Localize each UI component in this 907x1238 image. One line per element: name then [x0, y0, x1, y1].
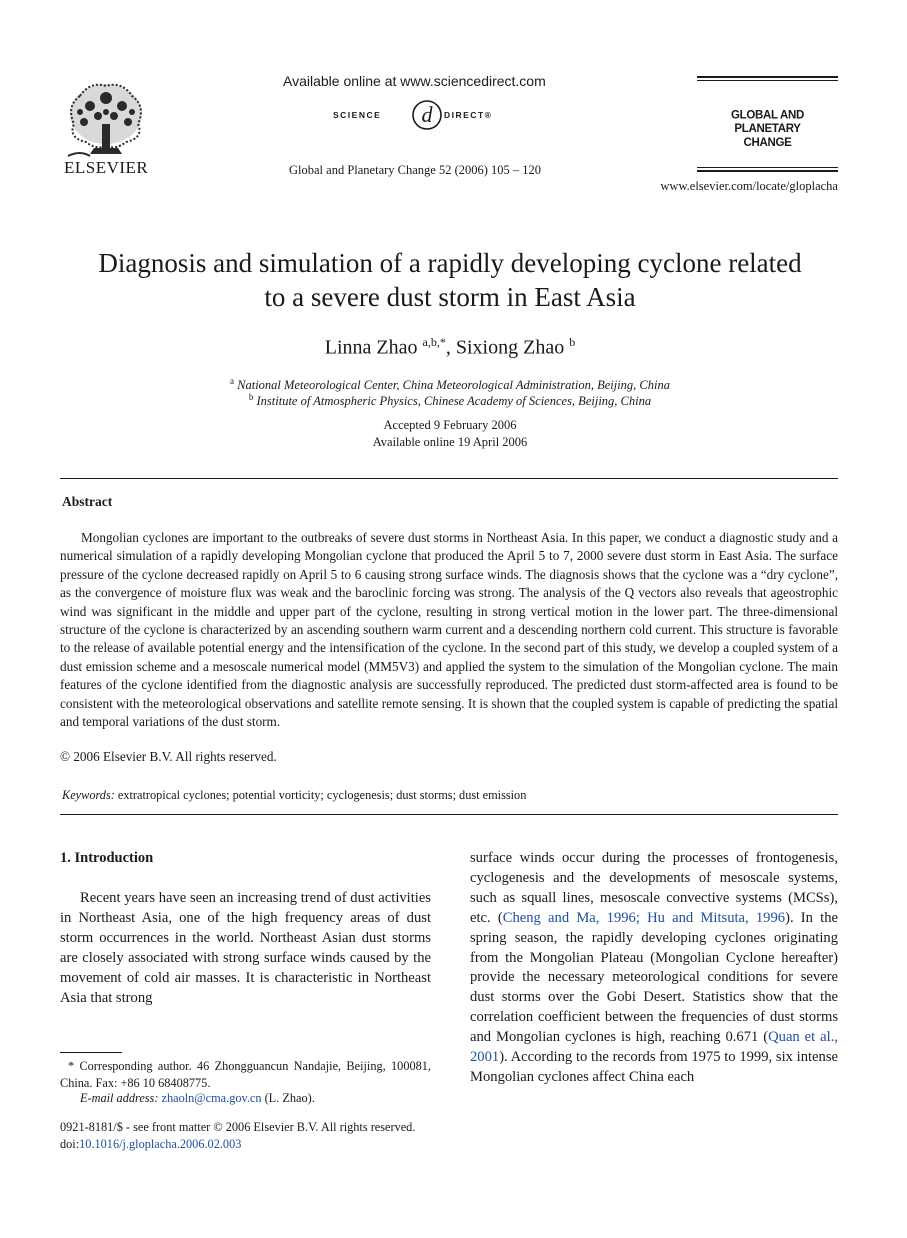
citation-link[interactable]: Cheng and Ma, 1996; Hu and Mitsuta, 1996 [502, 909, 786, 926]
affiliation-text: National Meteorological Center, China Meteorological Administration, Beijing, China [237, 378, 670, 393]
available-online-date: Available online 19 April 2006 [372, 435, 528, 449]
author-affiliation-marker[interactable]: a,b,* [422, 335, 446, 349]
journal-url-link[interactable]: www.elsevier.com/locate/gloplacha [660, 179, 838, 193]
author-separator: , [445, 336, 456, 359]
abstract-heading: Abstract [62, 494, 113, 509]
keywords-label: Keywords: [62, 788, 115, 802]
sd-registered-mark: ® [484, 110, 493, 120]
journal-citation: Global and Planetary Change 52 (2006) 105 – 120 [289, 163, 542, 177]
corresponding-author-footnote: * Corresponding author. 46 Zhongguancun Nandajie, Beijing, 100081, China. Fax: +86 10 68408775. [60, 1059, 431, 1090]
affiliation-marker: b [248, 392, 254, 402]
citation-link[interactable]: Quan et al., 2001 [470, 1029, 838, 1066]
header-rule [697, 167, 838, 168]
paragraph-text: ). According to the records from 1975 to 1999, six intense Mongolian cyclones affect China each [470, 1049, 838, 1085]
right-column-paragraph [470, 849, 838, 1088]
sd-right-text: DIRECT [444, 110, 485, 120]
article-title-line2: to a severe dust storm in East Asia [264, 282, 636, 312]
journal-name-line2: CHANGE [743, 136, 792, 149]
header-rule [697, 170, 838, 172]
author-name[interactable]: Sixiong Zhao [455, 336, 565, 359]
sciencedirect-wordmark-right [444, 110, 492, 120]
article-title [60, 246, 840, 314]
paragraph-text: ). In the spring season, the rapidly developing cyclones originating from the Mongolian Plateau (Mongolian Cyclone hereafter) provide the necessary meteorological conditions for severe dust storms over the Gobi Desert. Statistics show that the correlation coefficient between the frequencies of dust storms and Mongolian cyclones is high, reaching 0.671 ( [470, 909, 838, 1046]
sciencedirect-wordmark-left: SCIENCE [333, 110, 382, 120]
issn-line: 0921-8181/$ - see front matter © 2006 Elsevier B.V. All rights reserved. [60, 1120, 416, 1134]
doi-label: doi: [60, 1137, 80, 1151]
svg-text:d: d [421, 102, 433, 127]
email-footnote [80, 1091, 315, 1106]
section-heading: 1. Introduction [60, 850, 154, 866]
journal-name [697, 109, 838, 150]
paragraph-text: surface winds occur during the processes of frontogenesis, cyclogenesis and the developments of mesoscale systems, such as squall lines, mesoscale convective systems (MCSs), etc. ( [470, 850, 838, 926]
email-suffix: (L. Zhao). [261, 1091, 315, 1105]
abstract-top-rule [60, 478, 838, 479]
email-link[interactable]: zhaoln@cma.gov.cn [161, 1091, 262, 1105]
email-label: E-mail address: [80, 1091, 159, 1105]
keywords-list: extratropical cyclones; potential vorticity; cyclogenesis; dust storms; dust emission [114, 788, 527, 802]
publisher-name: ELSEVIER [64, 158, 149, 177]
doi-link[interactable]: 10.1016/j.gloplacha.2006.02.003 [79, 1137, 242, 1151]
accepted-date: Accepted 9 February 2006 [383, 418, 517, 432]
left-column-paragraph: Recent years have seen an increasing trend of dust activities in Northeast Asia, one of the high frequency areas of dust storm occurrences in the world. Northeast Asian dust storms are closely associated with strong surface winds caused by the movement of cold air masses. It is characteristic in Northeast Asia that strong [60, 890, 431, 1006]
doi-line [60, 1137, 241, 1152]
article-title-line1: Diagnosis and simulation of a rapidly developing cyclone related [98, 248, 802, 278]
header-rule [697, 80, 838, 81]
copyright-line: © 2006 Elsevier B.V. All rights reserved. [60, 749, 277, 764]
author-affiliation-marker[interactable]: b [569, 335, 576, 349]
author-list [60, 335, 840, 360]
header-rule [697, 76, 838, 78]
available-online-banner[interactable]: Available online at www.sciencedirect.com [283, 73, 546, 89]
footnote-rule [60, 1052, 122, 1053]
abstract-body: Mongolian cyclones are important to the outbreaks of severe dust storms in Northeast Asia. In this paper, we conduct a diagnostic study and a numerical simulation of a rapidly developing Mongolian cyclone that produced the April 5 to 7, 2000 severe dust storm in East Asia. The surface pressure of the cyclone decreased rapidly on April 5 to 6 causing strong surface winds. The diagnosis shows that the cyclone was a “dry cyclone”, as the convergence of moisture flux was weak and the baroclinic forcing was strong. The analysis of the Q vectors also reveals that ageostrophic wind was significant in the middle and upper part of the cyclone, resulting in strong vertical motion in the lower part. The three-dimensional structure of the cyclone is characterized by an ascending southern warm current and a descending northern cold current. This structure is favorable to the release of available potential energy and the intensification of the cyclone. In the second part of this study, we develop a coupled system of a dust emission scheme and a mesoscale numerical model (MM5V3) and applied the system to the simulation of the Mongolian cyclone. The main features of the cyclone identified from the diagnostic analysis are successfully reproduced. The predicted dust storm-affected area is found to be consistent with the meteorological observations and satellite remote sensing. It is shown that the coupled system is capable of predicting the spatial and temporal variations of the dust storm. [60, 530, 838, 730]
affiliation-b [60, 392, 840, 409]
affiliation-marker: a [230, 376, 235, 386]
sciencedirect-at-icon [410, 98, 444, 132]
affiliation-a [60, 376, 840, 393]
affiliation-text: Institute of Atmospheric Physics, Chinese Academy of Sciences, Beijing, China [256, 394, 652, 409]
keywords [62, 788, 526, 803]
abstract-bottom-rule [60, 814, 838, 815]
author-name[interactable]: Linna Zhao [324, 336, 418, 359]
journal-name-line1: GLOBAL AND PLANETARY [730, 109, 805, 136]
